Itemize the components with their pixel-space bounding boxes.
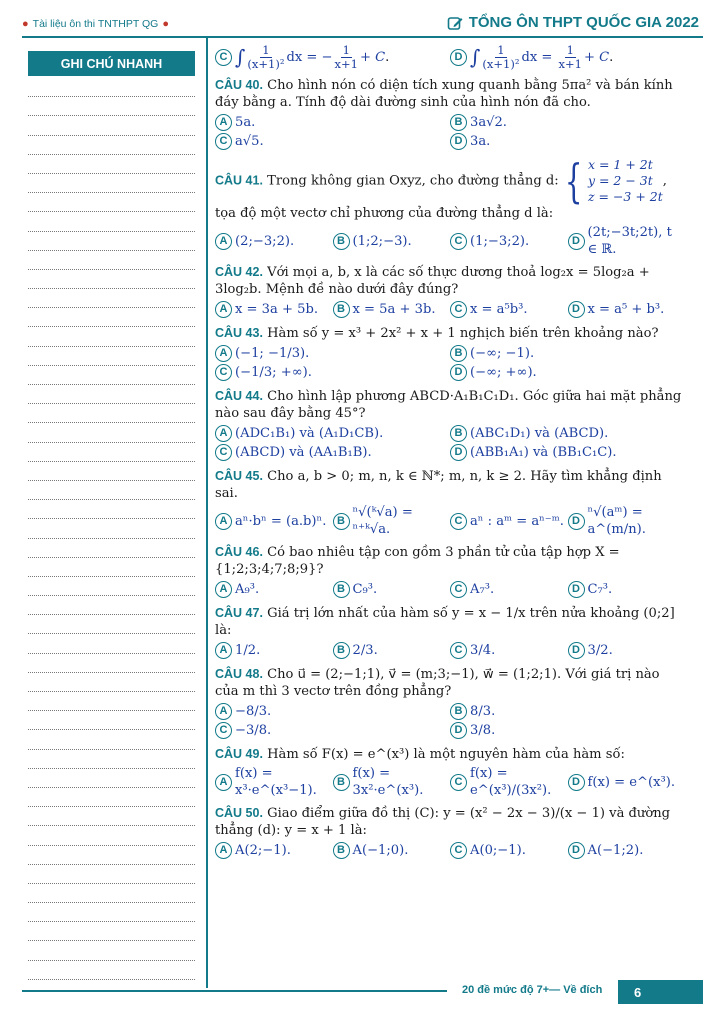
note-line bbox=[28, 327, 195, 346]
location-pin-icon-2: ● bbox=[162, 18, 169, 30]
option-badge: D bbox=[568, 842, 585, 859]
option-badge: D bbox=[568, 233, 585, 250]
option-a[interactable] bbox=[215, 580, 333, 599]
option-b[interactable] bbox=[450, 424, 685, 443]
note-line bbox=[28, 750, 195, 769]
options bbox=[215, 580, 685, 599]
question bbox=[215, 805, 685, 860]
question bbox=[215, 544, 685, 599]
note-line bbox=[28, 519, 195, 538]
option-badge: C bbox=[450, 301, 467, 318]
equation-row: x = 1 + 2t bbox=[587, 157, 653, 172]
note-line bbox=[28, 385, 195, 404]
option-b[interactable] bbox=[333, 841, 451, 860]
note-line bbox=[28, 270, 195, 289]
option-text: aⁿ : aᵐ = aⁿ⁻ᵐ. bbox=[470, 513, 564, 529]
option-text: f(x) = 3x²·e^(x³). bbox=[352, 766, 424, 798]
question-text: Cho hình nón có diện tích xung quanh bằng 5πa² và bán kính đáy bằng a. Tính độ dài đường sinh của hình nón đã cho. bbox=[215, 78, 673, 110]
note-line bbox=[28, 481, 195, 500]
question-list bbox=[215, 77, 685, 860]
sidebar-title: GHI CHÚ NHANH bbox=[28, 51, 195, 76]
option-badge: A bbox=[215, 301, 232, 318]
question-text: Cho hình lập phương ABCD·A₁B₁C₁D₁. Góc giữa hai mặt phẳng nào sau đây bằng 45°? bbox=[215, 389, 682, 421]
option-a[interactable] bbox=[215, 841, 333, 860]
option-d[interactable] bbox=[450, 132, 685, 151]
options bbox=[215, 702, 685, 740]
options bbox=[215, 641, 685, 660]
option-c[interactable] bbox=[215, 443, 450, 462]
option-badge: C bbox=[215, 722, 232, 739]
question-text: Cho a, b > 0; m, n, k ∈ ℕ*; m, n, k ≥ 2. Hãy tìm khẳng định sai. bbox=[215, 469, 662, 501]
option-text: A₉³. bbox=[235, 582, 260, 597]
question-stem bbox=[215, 746, 685, 763]
note-line bbox=[28, 788, 195, 807]
note-line bbox=[28, 865, 195, 884]
option-b[interactable] bbox=[333, 300, 451, 319]
option-text: (−1; −1/3). bbox=[235, 346, 310, 361]
option-b[interactable] bbox=[333, 580, 451, 599]
option-badge: A bbox=[215, 425, 232, 442]
option-c[interactable] bbox=[215, 44, 450, 71]
notes-lines bbox=[28, 78, 195, 980]
option-d[interactable] bbox=[568, 224, 686, 258]
option-c[interactable] bbox=[215, 132, 450, 151]
note-line bbox=[28, 212, 195, 231]
option-badge: B bbox=[333, 513, 350, 530]
option-badge: C bbox=[215, 49, 232, 66]
option-badge: D bbox=[450, 364, 467, 381]
option-badge: B bbox=[333, 581, 350, 598]
question-stem bbox=[215, 388, 685, 422]
option-badge: B bbox=[333, 774, 350, 791]
option-text: 3a√2. bbox=[470, 115, 507, 130]
option-badge: C bbox=[450, 842, 467, 859]
question-39-tail bbox=[215, 44, 685, 71]
option-b[interactable] bbox=[333, 224, 451, 258]
option-badge: B bbox=[333, 233, 350, 250]
option-badge: C bbox=[450, 581, 467, 598]
header-left bbox=[22, 18, 169, 30]
note-line bbox=[28, 826, 195, 845]
question-text: Với mọi a, b, x là các số thực dương thoả log₂x = 5log₂a + 3log₂b. Mệnh đề nào dưới đây đúng? bbox=[215, 265, 650, 297]
option-text: (2;−3;2). bbox=[235, 233, 295, 249]
option-badge: B bbox=[333, 642, 350, 659]
option-b[interactable] bbox=[450, 113, 685, 132]
option-badge: D bbox=[450, 49, 467, 66]
option-badge: C bbox=[450, 233, 467, 250]
header-title: TỔNG ÔN THPT QUỐC GIA 2022 bbox=[468, 14, 699, 31]
note-line bbox=[28, 961, 195, 980]
question-number: CÂU 42. bbox=[215, 265, 263, 279]
option-b[interactable] bbox=[450, 344, 685, 363]
option-text: (ABB₁A₁) và (BB₁C₁C). bbox=[470, 445, 617, 460]
brace: { bbox=[564, 154, 583, 208]
question-text: Cho u⃗ = (2;−1;1), v⃗ = (m;3;−1), w⃗ = (1;2;1). Với giá trị nào của m thì 3 vectơ trên đồng phẳng? bbox=[215, 667, 660, 699]
question-stem bbox=[215, 325, 685, 342]
option-text: aⁿ·bⁿ = (a.b)ⁿ. bbox=[235, 513, 327, 529]
note-line bbox=[28, 577, 195, 596]
question bbox=[215, 746, 685, 799]
question-text: Giao điểm giữa đồ thị (C): y = (x² − 2x − 3)/(x − 1) và đường thẳng (d): y = x + 1 là: bbox=[215, 806, 671, 838]
equation-row: y = 2 − 3t bbox=[587, 173, 653, 188]
question bbox=[215, 388, 685, 462]
option-c[interactable] bbox=[450, 641, 568, 660]
option-badge: C bbox=[215, 133, 232, 150]
options bbox=[215, 765, 685, 799]
note-line bbox=[28, 673, 195, 692]
question bbox=[215, 154, 685, 258]
option-d[interactable] bbox=[450, 443, 685, 462]
option-badge: D bbox=[568, 513, 585, 530]
option-badge: C bbox=[450, 774, 467, 791]
option-text: A(0;−1). bbox=[470, 843, 526, 858]
option-badge: D bbox=[450, 133, 467, 150]
option-text: (2t;−3t;2t), t ∈ ℝ. bbox=[587, 225, 672, 257]
option-text: ⁿ√(aᵐ) = a^(m/n). bbox=[587, 505, 646, 537]
question-content bbox=[215, 40, 685, 866]
page-number: 6 bbox=[618, 980, 703, 1004]
question-number: CÂU 48. bbox=[215, 667, 263, 681]
option-text: −8/3. bbox=[235, 704, 272, 719]
note-line bbox=[28, 97, 195, 116]
question bbox=[215, 264, 685, 319]
note-line bbox=[28, 692, 195, 711]
option-text: x = 5a + 3b. bbox=[352, 302, 436, 317]
note-line bbox=[28, 289, 195, 308]
question-text: Trong không gian Oxyz, cho đường thẳng d: bbox=[267, 173, 559, 189]
options bbox=[215, 344, 685, 382]
question-number: CÂU 44. bbox=[215, 389, 263, 403]
question-number: CÂU 49. bbox=[215, 747, 263, 761]
option-c[interactable] bbox=[450, 504, 568, 538]
option-badge: C bbox=[450, 642, 467, 659]
options bbox=[215, 424, 685, 462]
option-text: C₇³. bbox=[587, 582, 613, 597]
note-line bbox=[28, 500, 195, 519]
note-line bbox=[28, 404, 195, 423]
note-line bbox=[28, 846, 195, 865]
note-line bbox=[28, 78, 195, 97]
option-a[interactable] bbox=[215, 344, 450, 363]
option-a[interactable] bbox=[215, 224, 333, 258]
option-badge: D bbox=[450, 722, 467, 739]
option-badge: B bbox=[450, 703, 467, 720]
option-text: f(x) = e^(x³)/(3x²). bbox=[470, 766, 552, 798]
note-line bbox=[28, 251, 195, 270]
option-d[interactable] bbox=[568, 641, 686, 660]
note-line bbox=[28, 443, 195, 462]
question bbox=[215, 468, 685, 538]
option-d[interactable] bbox=[568, 300, 686, 319]
note-line bbox=[28, 634, 195, 653]
question-stem bbox=[215, 468, 685, 502]
question-number: CÂU 50. bbox=[215, 806, 263, 820]
options bbox=[215, 113, 685, 151]
question-stem bbox=[215, 544, 685, 578]
option-d[interactable] bbox=[568, 580, 686, 599]
option-c[interactable] bbox=[215, 363, 450, 382]
question-number: CÂU 41. bbox=[215, 173, 263, 188]
option-badge: C bbox=[215, 364, 232, 381]
note-line bbox=[28, 941, 195, 960]
options bbox=[215, 841, 685, 860]
option-d[interactable] bbox=[450, 363, 685, 382]
question-stem bbox=[215, 666, 685, 700]
note-line bbox=[28, 730, 195, 749]
option-badge: B bbox=[333, 842, 350, 859]
option-text: A(2;−1). bbox=[235, 843, 291, 858]
note-line bbox=[28, 596, 195, 615]
note-line bbox=[28, 308, 195, 327]
question-text: Hàm số F(x) = e^(x³) là một nguyên hàm của hàm số: bbox=[267, 747, 625, 762]
option-b[interactable] bbox=[333, 765, 451, 799]
option-badge: A bbox=[215, 642, 232, 659]
option-badge: B bbox=[450, 425, 467, 442]
question-text: Có bao nhiêu tập con gồm 3 phần tử của tập hợp X = {1;2;3;4;7;8;9}? bbox=[215, 545, 620, 577]
question-stem bbox=[215, 264, 685, 298]
option-text: 1/2. bbox=[235, 643, 261, 658]
note-line bbox=[28, 366, 195, 385]
option-a[interactable] bbox=[215, 424, 450, 443]
option-badge: A bbox=[215, 233, 232, 250]
option-badge: A bbox=[215, 345, 232, 362]
question-text-cont: , tọa độ một vectơ chỉ phương của đường thẳng d là: bbox=[215, 173, 667, 221]
option-badge: B bbox=[450, 345, 467, 362]
option-d[interactable] bbox=[450, 44, 685, 71]
note-line bbox=[28, 615, 195, 634]
option-a[interactable] bbox=[215, 300, 333, 319]
question-number: CÂU 46. bbox=[215, 545, 263, 559]
option-d[interactable] bbox=[568, 841, 686, 860]
option-text: 2/3. bbox=[352, 643, 378, 658]
option-badge: A bbox=[215, 114, 232, 131]
note-line bbox=[28, 711, 195, 730]
option-formula: ∫ $\frac{1}{\text{(x+1)²}}$ dx = − $\frac{1}{x+1}$ + C. bbox=[235, 43, 390, 71]
option-formula: ∫ $\frac{1}{\text{(x+1)²}}$ dx = $\frac{1}{x+1}$ + C. bbox=[470, 43, 614, 71]
note-line bbox=[28, 558, 195, 577]
option-text: (ADC₁B₁) và (A₁D₁CB). bbox=[235, 426, 384, 441]
option-badge: D bbox=[568, 581, 585, 598]
question bbox=[215, 666, 685, 740]
question-number: CÂU 47. bbox=[215, 606, 263, 620]
question-number: CÂU 40. bbox=[215, 78, 263, 92]
options bbox=[215, 504, 685, 538]
question bbox=[215, 325, 685, 382]
options bbox=[215, 224, 685, 258]
footer-rule bbox=[22, 990, 447, 992]
option-b[interactable] bbox=[333, 504, 451, 538]
option-badge: C bbox=[215, 444, 232, 461]
note-line bbox=[28, 347, 195, 366]
option-text: (1;−3;2). bbox=[470, 233, 530, 249]
option-text: (ABCD) và (AA₁B₁B). bbox=[235, 445, 372, 460]
note-line bbox=[28, 539, 195, 558]
option-badge: A bbox=[215, 703, 232, 720]
option-badge: B bbox=[450, 114, 467, 131]
question-number: CÂU 43. bbox=[215, 326, 263, 340]
location-pin-icon: ● bbox=[22, 18, 29, 30]
option-d[interactable] bbox=[568, 765, 686, 799]
note-line bbox=[28, 136, 195, 155]
option-text: ⁿ√(ᵏ√a) = ⁿ⁺ᵏ√a. bbox=[352, 505, 413, 537]
option-text: (1;2;−3). bbox=[352, 233, 412, 249]
option-text: 3/2. bbox=[587, 643, 613, 658]
question-text: Giá trị lớn nhất của hàm số y = x − 1/x trên nửa khoảng (0;2] là: bbox=[215, 606, 675, 638]
header-left-text: Tài liệu ôn thi TNTHPT QG bbox=[32, 18, 159, 30]
option-text: 3/4. bbox=[470, 643, 496, 658]
question-stem bbox=[215, 605, 685, 639]
note-line bbox=[28, 903, 195, 922]
option-a[interactable] bbox=[215, 702, 450, 721]
option-a[interactable] bbox=[215, 504, 333, 538]
option-text: x = a⁵b³. bbox=[470, 302, 528, 317]
option-text: 8/3. bbox=[470, 704, 496, 719]
note-line bbox=[28, 193, 195, 212]
option-text: a√5. bbox=[235, 134, 264, 149]
option-a[interactable] bbox=[215, 765, 333, 799]
note-line bbox=[28, 116, 195, 135]
option-c[interactable] bbox=[450, 300, 568, 319]
option-c[interactable] bbox=[450, 841, 568, 860]
option-badge: C bbox=[450, 513, 467, 530]
option-d[interactable] bbox=[568, 504, 686, 538]
option-badge: A bbox=[215, 774, 232, 791]
option-a[interactable] bbox=[215, 641, 333, 660]
note-line bbox=[28, 155, 195, 174]
option-text: C₉³. bbox=[352, 582, 378, 597]
option-badge: A bbox=[215, 513, 232, 530]
option-text: A(−1;2). bbox=[587, 843, 644, 858]
option-text: 3/8. bbox=[470, 723, 496, 738]
option-text: (−∞; −1). bbox=[470, 346, 535, 361]
option-c[interactable] bbox=[450, 765, 568, 799]
option-text: 3a. bbox=[470, 134, 491, 149]
option-b[interactable] bbox=[450, 702, 685, 721]
option-text: A(−1;0). bbox=[352, 843, 409, 858]
question-stem bbox=[215, 77, 685, 111]
column-divider bbox=[206, 38, 208, 988]
question-stem bbox=[215, 154, 685, 222]
option-badge: A bbox=[215, 842, 232, 859]
option-c[interactable] bbox=[450, 580, 568, 599]
option-text: 5a. bbox=[235, 115, 256, 130]
option-text: A₇³. bbox=[470, 582, 495, 597]
header-right bbox=[447, 14, 699, 31]
option-text: f(x) = e^(x³). bbox=[587, 774, 675, 790]
option-c[interactable] bbox=[215, 721, 450, 740]
question bbox=[215, 77, 685, 151]
header-rule bbox=[22, 36, 703, 38]
question-stem bbox=[215, 805, 685, 839]
note-line bbox=[28, 807, 195, 826]
option-text: x = a⁵ + b³. bbox=[587, 302, 665, 317]
note-line bbox=[28, 884, 195, 903]
note-line bbox=[28, 654, 195, 673]
note-line bbox=[28, 922, 195, 941]
options bbox=[215, 300, 685, 319]
option-badge: D bbox=[568, 642, 585, 659]
option-text: (−∞; +∞). bbox=[470, 365, 537, 380]
note-line bbox=[28, 174, 195, 193]
option-badge: B bbox=[333, 301, 350, 318]
footer-text: 20 đề mức độ 7+— Về đích bbox=[462, 984, 603, 996]
option-text: (ABC₁D₁) và (ABCD). bbox=[470, 426, 609, 441]
question-number: CÂU 45. bbox=[215, 469, 263, 483]
option-text: −3/8. bbox=[235, 723, 272, 738]
note-line bbox=[28, 232, 195, 251]
option-badge: A bbox=[215, 581, 232, 598]
option-a[interactable] bbox=[215, 113, 450, 132]
option-text: (−1/3; +∞). bbox=[235, 365, 312, 380]
option-badge: D bbox=[568, 774, 585, 791]
option-b[interactable] bbox=[333, 641, 451, 660]
edit-icon bbox=[447, 15, 463, 31]
option-badge: D bbox=[450, 444, 467, 461]
option-text: f(x) = x³·e^(x³−1). bbox=[235, 766, 317, 798]
question bbox=[215, 605, 685, 660]
note-line bbox=[28, 769, 195, 788]
option-c[interactable] bbox=[450, 224, 568, 258]
option-text: x = 3a + 5b. bbox=[235, 302, 318, 317]
option-badge: D bbox=[568, 301, 585, 318]
equation-system bbox=[559, 154, 663, 208]
note-line bbox=[28, 462, 195, 481]
question-text: Hàm số y = x³ + 2x² + x + 1 nghịch biến trên khoảng nào? bbox=[267, 326, 659, 341]
equation-row: z = −3 + 2t bbox=[587, 189, 663, 204]
option-d[interactable] bbox=[450, 721, 685, 740]
note-line bbox=[28, 423, 195, 442]
